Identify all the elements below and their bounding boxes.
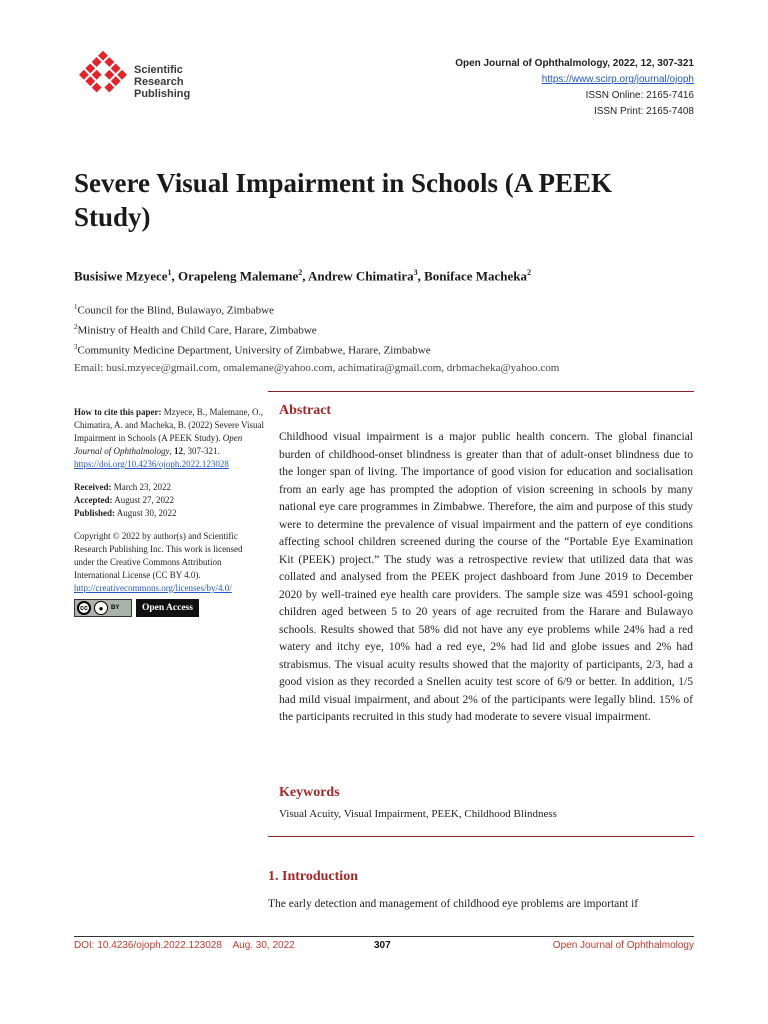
- person-icon: ●: [94, 601, 108, 615]
- footer-journal: Open Journal of Ophthalmology: [552, 940, 694, 951]
- abstract-heading: Abstract: [279, 403, 332, 418]
- author-name: Andrew Chimatira: [308, 268, 414, 284]
- keywords-text: Visual Acuity, Visual Impairment, PEEK, Childhood Blindness: [279, 808, 557, 820]
- doi-link[interactable]: https://doi.org/10.4236/ojoph.2022.123028: [74, 459, 229, 469]
- publication-dates: Received: March 23, 2022 Accepted: August 27, 2022 Published: August 30, 2022: [74, 482, 177, 518]
- publisher-logo: [74, 50, 204, 110]
- section-divider: [268, 391, 694, 392]
- author-list: Busisiwe Mzyece$^1$, Orapeleng Malemane$^2$, Andrew Chimatira$^3$, Boniface Macheka$^2$: [74, 268, 532, 284]
- publisher-name: Scientific Research Publishing: [134, 64, 191, 100]
- citation-sidebar: [74, 406, 264, 627]
- keywords-heading: Keywords: [279, 785, 340, 800]
- affiliations: [74, 299, 559, 377]
- copyright-notice: Copyright © 2022 by author(s) and Scientific Research Publishing Inc. This work is licensed under the Creative Commons Attribution International License (CC BY 4.0). http://creativecommons.org/licenses/by/4.0/ cc ● BY Open Access: [74, 530, 264, 617]
- footer-divider: [74, 936, 694, 937]
- open-access-badge: Open Access: [136, 599, 199, 617]
- journal-url-link[interactable]: https://www.scirp.org/journal/ojoph: [541, 74, 694, 85]
- cc-by-badge[interactable]: [74, 599, 132, 617]
- license-link[interactable]: http://creativecommons.org/licenses/by/4.0/: [74, 583, 232, 593]
- affiliation: $^1$Council for the Blind, Bulawayo, Zimbabwe: [74, 303, 274, 317]
- footer-doi: DOI: 10.4236/ojoph.2022.123028 Aug. 30, 2022: [74, 940, 295, 951]
- publisher-logo-icon: [74, 50, 132, 108]
- affiliation: $^3$Community Medicine Department, University of Zimbabwe, Harare, Zimbabwe: [74, 343, 431, 357]
- journal-info: [455, 56, 694, 120]
- author-emails: Email: busi.mzyece@gmail.com, omalemane@yahoo.com, achimatira@gmail.com, drbmacheka@yahoo.com: [74, 362, 560, 375]
- author-name: Busisiwe Mzyece: [74, 268, 168, 284]
- paper-title: Severe Visual Impairment in Schools (A PEEK Study): [74, 168, 613, 232]
- page-number: 307: [374, 940, 391, 951]
- by-label: BY: [111, 604, 120, 611]
- issn-print: ISSN Print: 2165-7408: [593, 106, 694, 117]
- issn-online: ISSN Online: 2165-7416: [585, 90, 694, 101]
- intro-heading: 1. Introduction: [268, 869, 358, 884]
- section-divider: [268, 836, 694, 837]
- author-name: Orapeleng Malemane: [178, 268, 299, 284]
- affiliation: $^2$Ministry of Health and Child Care, Harare, Zimbabwe: [74, 323, 317, 337]
- license-badges: [74, 599, 264, 617]
- journal-citation: Open Journal of Ophthalmology, 2022, 12, 307-321: [455, 58, 694, 69]
- intro-text: The early detection and management of childhood eye problems are important if: [268, 898, 639, 910]
- how-to-cite: How to cite this paper: Mzyece, B., Malemane, O., Chimatira, A. and Macheka, B. (2022) Severe Visual Impairment in Schools (A PEEK Study). Open Journal of Ophthalmology, 12, 307-321. https://doi.org/10.4236/ojoph.2022.123028: [74, 407, 264, 469]
- cc-icon: cc: [77, 601, 91, 615]
- abstract-text: Childhood visual impairment is a major public health concern. The global financial burden of childhood-onset blindness is greater than that of adult-onset blindness due to the longer span of living. The importance of good vision for education and socialisation from an early age has prompted the adoption of vision screening in schools by many national eye care programmes in Zimbabwe. Therefore, the aim and purpose of this study were to determine the prevalence of visual impairment and the pattern of eye conditions affecting school children screened during the course of the “Portable Eye Examination Kit (PEEK) project.” The study was a retrospective review that utilized data that was collated and analysed from the PEEK project dashboard from June 2019 to December 2020 by well-trained eye health care providers. The sample size was 4591 school-going children aged between 5 to 20 years of age recruited from the Harare and Bulawayo schools. Results showed that 58% did not have any eye problems while 24% had a red watery and itchy eye, 10% had a red eye, 2% had lid and globe issues and 2% had strabismus. The visual acuity results showed that the majority of participants, 2/3, had a good vision as they recorded a Snellen acuity test score of 6/9 or better. In addition, 1/5 had mild visual impairment, and about 2% of the participants were legally blind. 15% of the participants recruited in this study had moderate to severe visual impairment.: [279, 431, 693, 723]
- author-name: Boniface Macheka: [424, 268, 528, 284]
